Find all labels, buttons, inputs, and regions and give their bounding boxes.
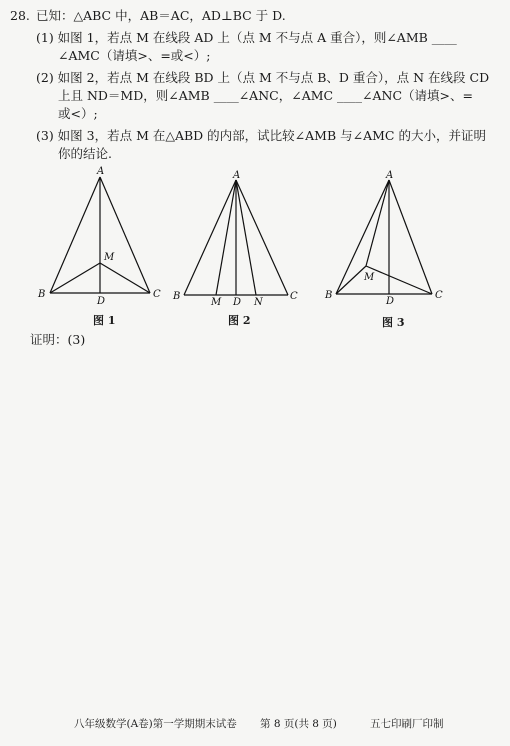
footer-exam-title: 八年级数学(A卷)第一学期期末试卷	[74, 718, 237, 730]
fig1-label-m: M	[104, 252, 115, 263]
fig1-label-a: A	[97, 166, 105, 177]
figure-1	[36, 165, 166, 305]
part3-line1: (3) 如图 3，若点 M 在△ABD 的内部，试比较∠AMB 与∠AMC 的大小，并证明	[36, 128, 486, 143]
fig2-label-n: N	[254, 297, 263, 308]
fig2-label-a: A	[233, 170, 241, 181]
figure-3-caption: 图 3	[382, 316, 405, 329]
proof-label: 证明：(3)	[30, 332, 86, 347]
fig1-label-b: B	[38, 289, 46, 300]
question-number: 28.	[10, 8, 30, 23]
fig3-label-c: C	[435, 290, 443, 301]
figure-2-diagram	[170, 170, 300, 308]
fig1-label-d: D	[97, 296, 106, 307]
part1-line2: ∠AMC（请填>、=或<）;	[58, 48, 211, 63]
footer-printer: 五七印刷厂印制	[370, 718, 444, 730]
figure-2	[170, 170, 300, 308]
part2-line2: 上且 ND＝MD，则∠AMB ____∠ANC，∠AMC ____∠ANC（请填>、=	[58, 88, 474, 103]
fig2-label-b: B	[173, 291, 181, 302]
fig3-label-d: D	[386, 296, 395, 307]
figure-2-caption: 图 2	[228, 314, 251, 327]
fig1-label-c: C	[153, 289, 161, 300]
figure-3-diagram	[322, 170, 452, 305]
figure-3	[322, 170, 452, 305]
part1-line1: (1) 如图 1，若点 M 在线段 AD 上（点 M 不与点 A 重合），则∠AMB ____	[36, 30, 457, 45]
part3-line2: 你的结论.	[58, 146, 112, 161]
fig3-label-a: A	[386, 170, 394, 181]
part2-line3: 或<）;	[58, 106, 98, 121]
part2-line1: (2) 如图 2，若点 M 在线段 BD 上（点 M 不与点 B、D 重合），点 N 在线段 CD	[36, 70, 490, 85]
fig2-label-d: D	[233, 297, 242, 308]
footer-page-number: 第 8 页(共 8 页)	[260, 718, 337, 730]
fig2-label-m: M	[211, 297, 222, 308]
figure-1-caption: 图 1	[93, 314, 116, 327]
fig3-label-b: B	[325, 290, 333, 301]
question-intro: 已知：△ABC 中，AB＝AC，AD⊥BC 于 D.	[36, 8, 286, 23]
fig2-label-c: C	[290, 291, 298, 302]
fig3-label-m: M	[364, 272, 375, 283]
figure-1-diagram	[36, 165, 166, 305]
